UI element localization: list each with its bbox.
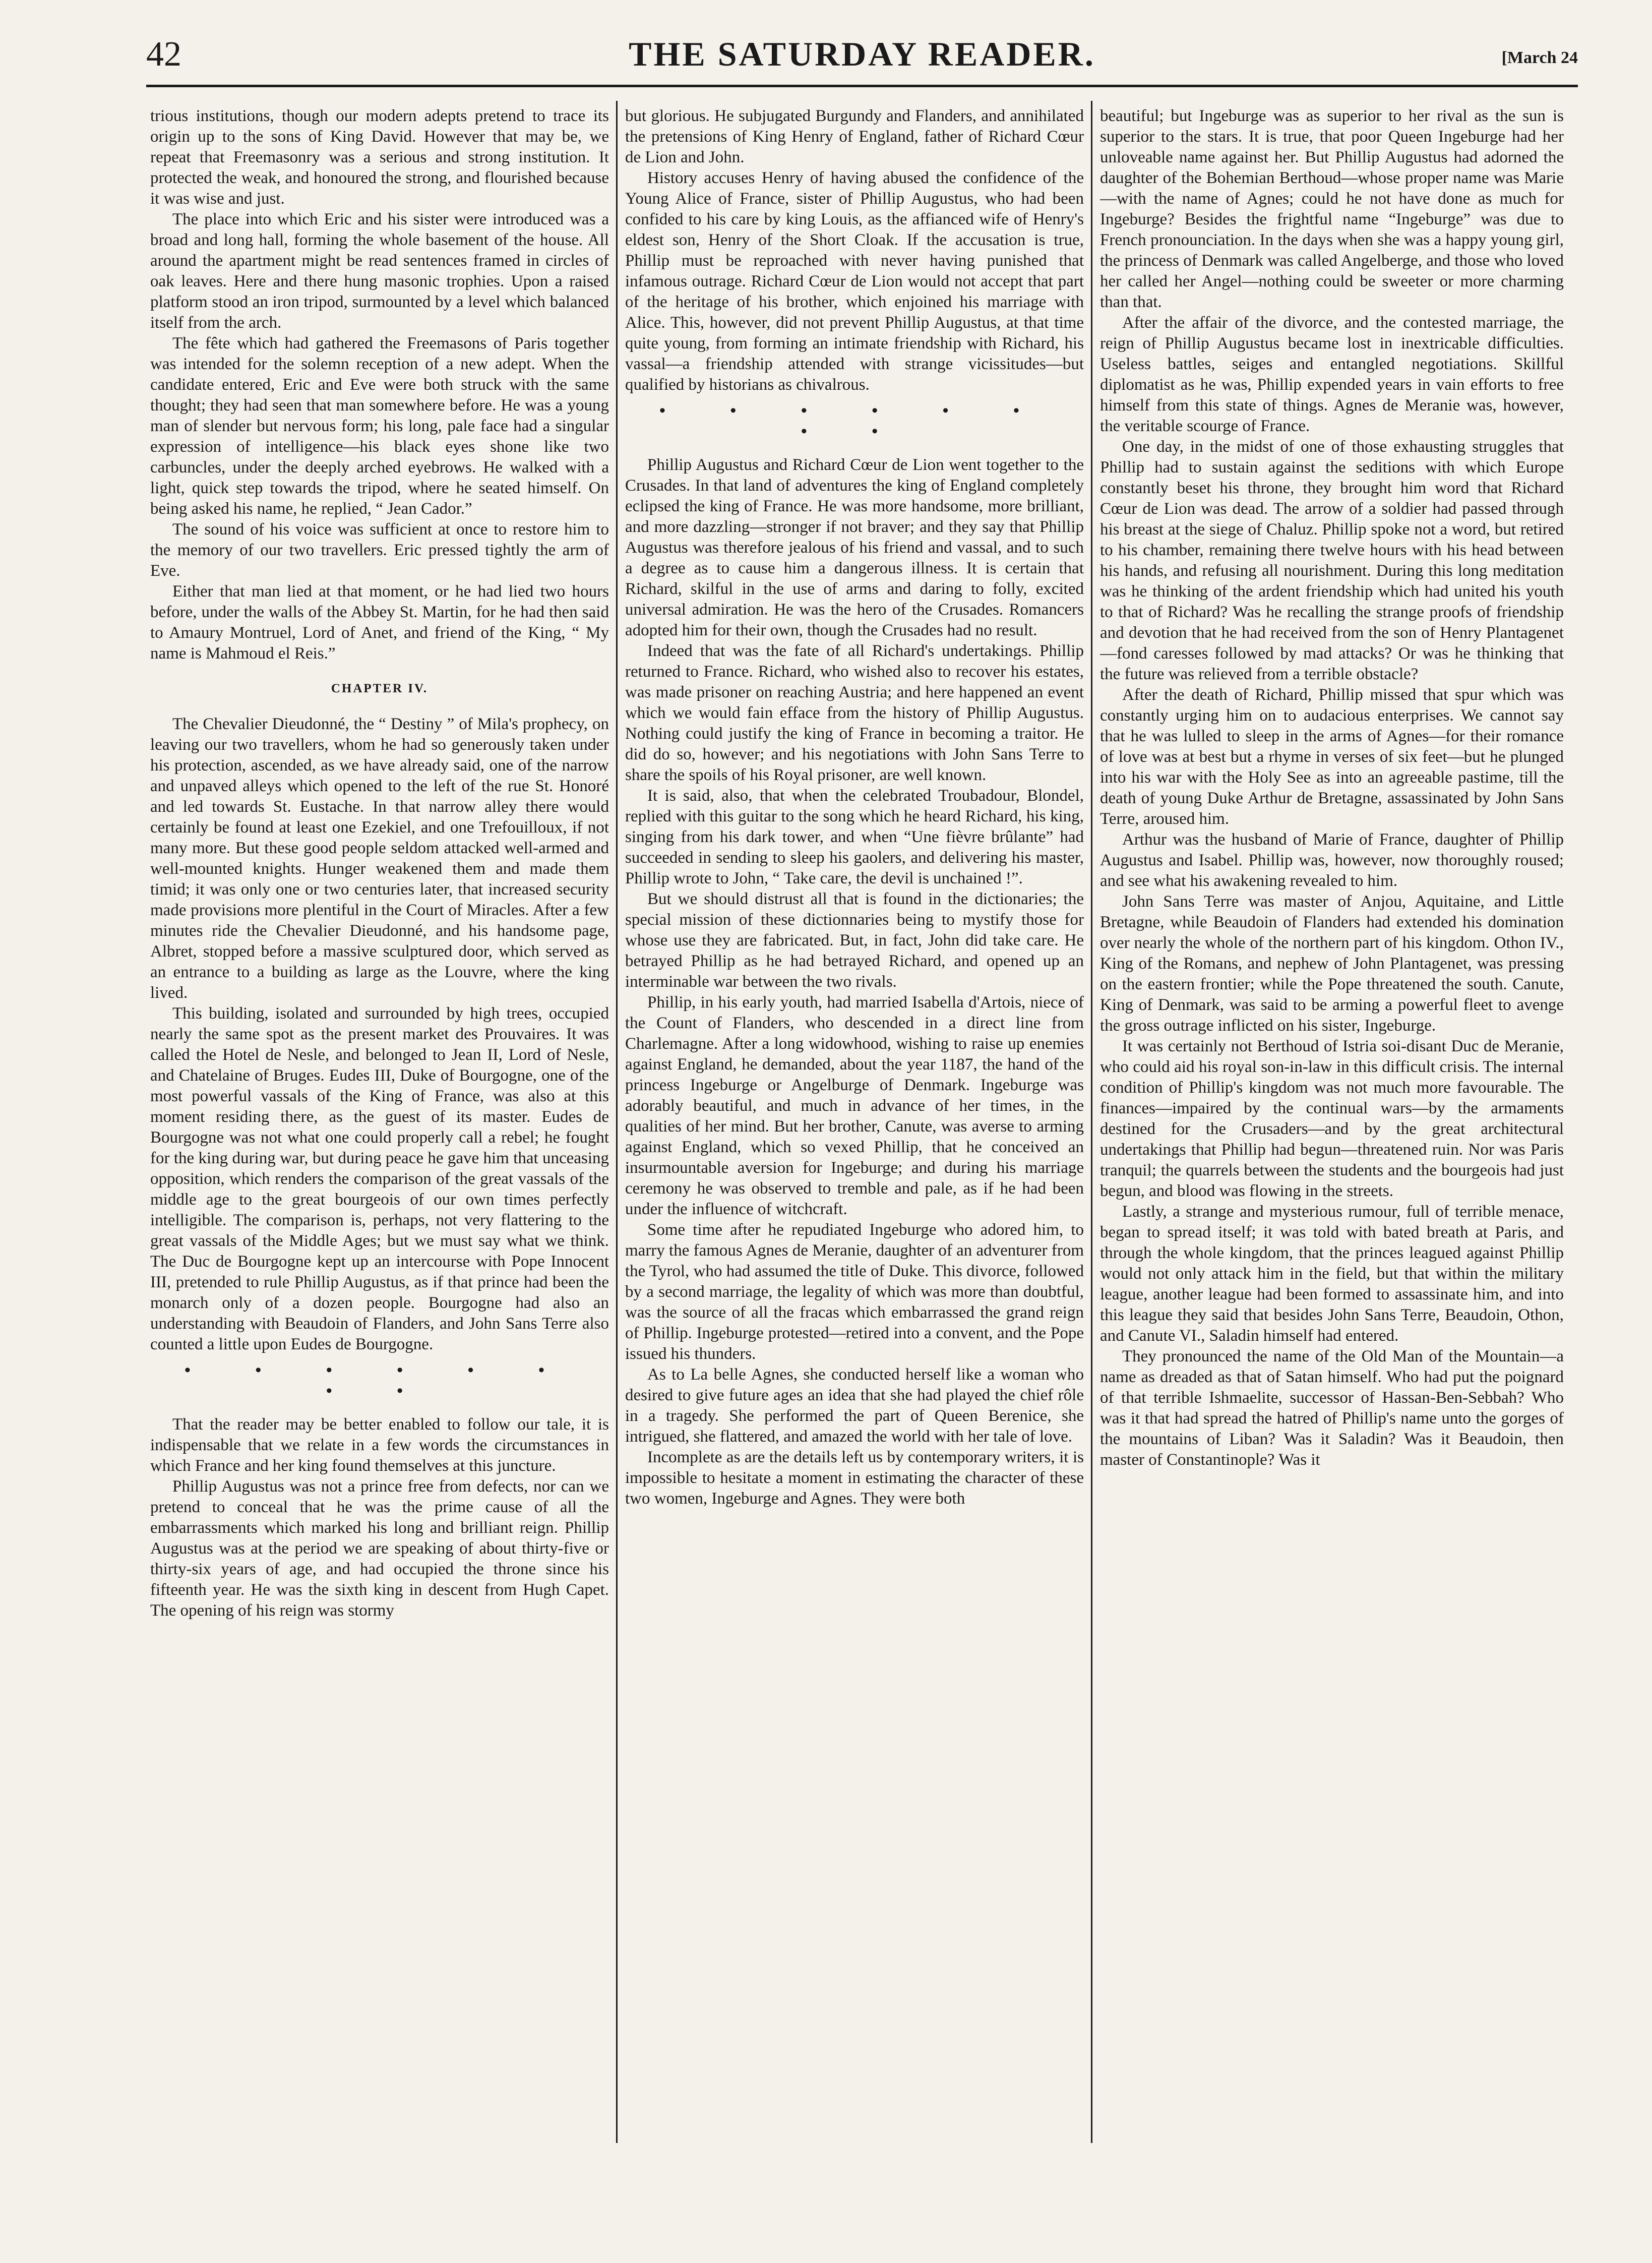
paragraph: Either that man lied at that moment, or he had lied two hours before, under the walls of the Abbey St. Martin, for he had then said to Amaury Montruel, Lord of Anet, and friend of the King, “ My name is Mahmoud el Reis.”: [150, 582, 609, 663]
page-header: [146, 34, 1578, 87]
paragraph: It was certainly not Berthoud of Istria soi-disant Duc de Meranie, who could aid his royal son-in-law in this difficult crisis. The internal condition of Phillip's kingdom was not much more favourable. The finances—impaired by the continual wars—by the armaments destined for the Crusaders—and by the great architectural undertakings that Phillip had begun—threatened ruin. Nor was Paris tranquil; the quarrels between the students and the bourgeois had just begun, and blood was flowing in the streets.: [1100, 1037, 1564, 1200]
page-number: 42: [146, 35, 181, 74]
paragraph: After the affair of the divorce, and the contested marriage, the reign of Phillip Augustus became lost in inextricable difficulties. Useless battles, seiges and entangled negotiations. Skillful diplomatist as he was, Phillip expended years in vain efforts to free himself from this state of things. Agnes de Meranie was, however, the veritable scourge of France.: [1100, 314, 1564, 435]
column-2: [625, 106, 1084, 2153]
paragraph: It is said, also, that when the celebrated Troubadour, Blondel, replied with this guitar to the song which he heard Richard, his king, singing from his dark tower, and when “Une fièvre brûlante” had succeeded in sending to sleep his gaolers, and delivering his master, Phillip wrote to John, “ Take care, the devil is unchained !”.: [625, 787, 1084, 887]
column-1: [150, 106, 609, 2153]
paragraph: They pronounced the name of the Old Man of the Mountain—a name as dreaded as that of Satan himself. Who had put the poignard of that terrible Ishmaelite, successor of Hassan-Ben-Sebbah? Who was it that had spread the hatred of Phillip's name unto the gorges of the mountains of Liban? Was it Saladin? Was it Beaudoin, then master of Constantinople? Was it: [1100, 1347, 1564, 1469]
paragraph: Arthur was the husband of Marie of France, daughter of Phillip Augustus and Isabel. Phillip was, however, now thoroughly roused; and see what his awakening revealed to him.: [1100, 830, 1564, 890]
paragraph: Incomplete as are the details left us by contemporary writers, it is impossible to hesitate a moment in estimating the character of these two women, Ingeburge and Agnes. They were both: [625, 1448, 1084, 1508]
paragraph: trious institutions, though our modern adepts pretend to trace its origin up to the sons of King David. However that may be, we repeat that Freemasonry was a serious and strong institution. It protected the weak, and honoured the strong, and flourished because it was wise and just.: [150, 107, 609, 208]
paragraph: History accuses Henry of having abused the confidence of the Young Alice of France, sister of Phillip Augustus, who had been confided to his care by king Louis, as the affianced wife of Henry's eldest son, Henry of the Short Cloak. If the accusation is true, Phillip must be reproached with never having punished that infamous outrage. Richard Cœur de Lion would not accept that part of the heritage of his brother, which enjoined his marriage with Alice. This, however, did not prevent Phillip Augustus, at that time quite young, from forming an intimate friendship with Richard, his vassal—a friendship attended with strange vicissitudes—but qualified by historians as chivalrous.: [625, 169, 1084, 394]
paragraph: Lastly, a strange and mysterious rumour, full of terrible menace, began to spread itself; it was told with bated breath at Paris, and through the whole kingdom, that the princes leagued against Phillip would not only attack him in the field, but that within the military league, another league had been formed to assassinate him, and into this league they said that besides John Sans Terre, Beaudoin, Othon, and Canute VI., Saladin himself had entered.: [1100, 1203, 1564, 1345]
paragraph: That the reader may be better enabled to follow our tale, it is indispensable that we relate in a few words the circumstances in which France and her king found themselves at this juncture.: [150, 1415, 609, 1475]
column-divider: [1091, 101, 1092, 2143]
issue-date: [March 24: [1501, 48, 1578, 67]
paragraph: Some time after he repudiated Ingeburge who adored him, to marry the famous Agnes de Meranie, daughter of an adventurer from the Tyrol, who had assumed the title of Duke. This divorce, followed by a second marriage, the legality of which was more than doubtful, was the source of all the fracas which embarrassed the grand reign of Phillip. Ingeburge protested—retired into a convent, and the Pope issued his thunders.: [625, 1221, 1084, 1363]
paragraph: beautiful; but Ingeburge was as superior to her rival as the sun is superior to the stars. It is true, that poor Queen Ingeburge had her unloveable name against her. But Phillip Augustus had adorned the daughter of the Bohemian Berthoud—whose proper name was Marie—with the name of Agnes; could he not have done as much for Ingeburge? Besides the frightful name “Ingeburge” was due to French pronounciation. In the days when she was a happy young girl, the princess of Denmark was called Angelberge, and those who loved her called her Angel—nothing could be sweeter or more charming than that.: [1100, 107, 1564, 311]
paragraph: Phillip Augustus and Richard Cœur de Lion went together to the Crusades. In that land of adventures the king of England completely eclipsed the king of France. He was more handsome, more brilliant, and more dazzling—stronger if not braver; and they say that Phillip Augustus was therefore jealous of his friend and vassal, and to such a degree as to cause him a dangerous illness. It is certain that Richard, skilful in the use of arms and daring to folly, excited universal admiration. He was the hero of the Crusades. Romancers adopted him for their own, though the Crusades had no result.: [625, 456, 1084, 639]
section-separator: • • • • • • • •: [185, 1361, 575, 1400]
paragraph: Phillip Augustus was not a prince free from defects, nor can we pretend to conceal that he was the prime cause of all the embarrassments which marked his long and brilliant reign. Phillip Augustus was at the period we are speaking of about thirty-five or thirty-six years of age, and had occupied the throne since his fifteenth year. He was the sixth king in descent from Hugh Capet. The opening of his reign was stormy: [150, 1477, 609, 1620]
section-separator: • • • • • • • •: [659, 401, 1050, 441]
paragraph: One day, in the midst of one of those exhausting struggles that Phillip had to sustain against the seditions with which Europe constantly beset his throne, they brought him word that Richard Cœur de Lion was dead. The arrow of a soldier had passed through his breast at the siege of Chaluz. Phillip spoke not a word, but retired to his chamber, remaining there twelve hours with his head between his hands, and refusing all nourishment. During this long meditation was he thinking of the ardent friendship which had united his youth to that of Richard? Was he recalling the strange proofs of friendship and devotion that he had received from the son of Henry Plantagenet—fond caresses followed by mad attacks? Or was he thinking that the future was relieved from a terrible obstacle?: [1100, 438, 1564, 683]
paragraph: John Sans Terre was master of Anjou, Aquitaine, and Little Bretagne, while Beaudoin of Flanders had extended his domination over nearly the whole of the northern part of his kingdom. Othon IV., King of the Romans, and nephew of John Plantagenet, was pressing on the eastern frontier; while the Pope threatened the south. Canute, King of Denmark, was said to be arming a powerful fleet to avenge the gross outrage inflicted on his sister, Ingeburge.: [1100, 892, 1564, 1035]
paragraph: The sound of his voice was sufficient at once to restore him to the memory of our two travellers. Eric pressed tightly the arm of Eve.: [150, 520, 609, 580]
paragraph: But we should distrust all that is found in the dictionaries; the special mission of these dictionnaries being to mystify those for whose use they are fabricated. But, in fact, John did take care. He betrayed Phillip as he had betrayed Richard, and opened up an interminable war between the two rivals.: [625, 890, 1084, 991]
column-divider: [616, 101, 618, 2143]
chapter-heading: CHAPTER IV.: [331, 682, 429, 695]
paragraph: The place into which Eric and his sister were introduced was a broad and long hall, forming the whole basement of the house. All around the apartment might be read sentences framed in circles of oak leaves. Here and there hung masonic trophies. Upon a raised platform stood an iron tripod, surmounted by a level which balanced itself from the arch.: [150, 210, 609, 332]
column-3: [1100, 106, 1564, 2153]
paragraph: As to La belle Agnes, she conducted herself like a woman who desired to give future ages an idea that she had played the chief rôle in a tragedy. She performed the part of Queen Berenice, she intrigued, she flattered, and amazed the world with her tale of love.: [625, 1365, 1084, 1446]
paragraph: Indeed that was the fate of all Richard's undertakings. Phillip returned to France. Richard, who wished also to recover his estates, was made prisoner on reaching Austria; and here happened an event which we would fain efface from the history of Phillip Augustus. Nothing could justify the king of France in becoming a traitor. He did do so, however; and his negotiations with John Sans Terre to share the spoils of his Royal prisoner, are well known.: [625, 642, 1084, 784]
paragraph: The fête which had gathered the Freemasons of Paris together was intended for the solemn reception of a new adept. When the candidate entered, Eric and Eve were both struck with the same thought; they had seen that man somewhere before. He was a young man of slender but nervous form; his long, pale face had a singular expression of intelligence—his black eyes shone like two carbuncles, under the deeply arched eyebrows. He walked with a light, quick step towards the tripod, where he seated himself. On being asked his name, he replied, “ Jean Cador.”: [150, 334, 609, 518]
masthead-title: THE SATURDAY READER.: [629, 35, 1095, 73]
paragraph: Phillip, in his early youth, had married Isabella d'Artois, niece of the Count of Flanders, who descended in a direct line from Charlemagne. After a long widowhood, wishing to raise up enemies against England, he demanded, about the year 1187, the hand of the princess Ingeburge or Angelburge of Denmark. Ingeburge was adorably beautiful, and much in advance of her times, in the qualities of her mind. But her brother, Canute, was averse to arming against England, which so vexed Phillip, that he conceived an insurmountable aversion for Ingeburge; and during his marriage ceremony he was observed to tremble and pale, as if he had been under the influence of witchcraft.: [625, 993, 1084, 1218]
paragraph: After the death of Richard, Phillip missed that spur which was constantly urging him on to audacious enterprises. We cannot say that he was lulled to sleep in the arms of Agnes—for their romance of love was at best but a rhyme in verses of six feet—but he plunged into his war with the Holy See as into an agreeable pastime, till the death of young Duke Arthur de Bretagne, assassinated by John Sans Terre, aroused him.: [1100, 686, 1564, 828]
paragraph: but glorious. He subjugated Burgundy and Flanders, and annihilated the pretensions of King Henry of England, father of Richard Cœur de Lion and John.: [625, 107, 1084, 166]
paragraph: The Chevalier Dieudonné, the “ Destiny ” of Mila's prophecy, on leaving our two travellers, whom he had so generously taken under his protection, ascended, as we have already said, one of the narrow and unpaved alleys which opened to the left of the rue St. Honoré and led towards St. Eustache. In that narrow alley there would certainly be found at least one Ezekiel, and one Trefouilloux, if not many more. But these good people seldom attacked well-armed and well-mounted knights. Hunger weakened them and made them timid; it was only one or two centuries later, that increased security made provisions more plentiful in the Court of Miracles. After a few minutes ride the Chevalier Dieudonné, and his handsome page, Albret, stopped before a massive sculptured door, which served as an entrance to a building as large as the Louvre, where the king lived.: [150, 715, 609, 1002]
paragraph: This building, isolated and surrounded by high trees, occupied nearly the same spot as the present market des Prouvaires. It was called the Hotel de Nesle, and belonged to Jean II, Lord of Nesle, and Chatelaine of Bruges. Eudes III, Duke of Bourgogne, one of the most powerful vassals of the King of France, was also at this moment residing there, as the guest of its master. Eudes de Bourgogne was not what one could properly call a rebel; he fought for the king during war, but during peace he gave him that unceasing opposition, which renders the comparison of the great vassals of the middle age to the great bourgeois of our own times perfectly intelligible. The comparison is, perhaps, not very flattering to the great vassals of the Middle Ages; but we must say what we think. The Duc de Bourgogne kept up an intercourse with Pope Innocent III, pretended to rule Phillip Augustus, as if that prince had been the monarch only of a dozen people. Bourgogne had also an understanding with Beaudoin of Flanders, and John Sans Terre also counted a little upon Eudes de Bourgogne.: [150, 1004, 609, 1353]
